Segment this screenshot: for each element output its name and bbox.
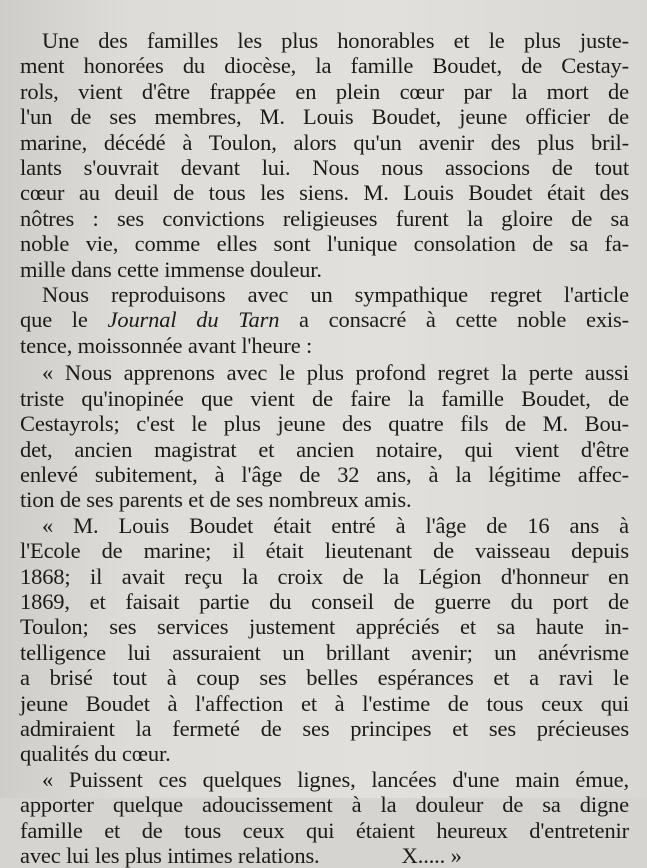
text-line: marine, décédé à Toulon, alors qu'un avenir des plus bril- [20, 129, 629, 155]
text-line: que le Journal du Tarn a consacré à cette noble exis- [20, 307, 629, 333]
text-line: nôtres : ses convictions religieuses furent la gloire de sa [20, 205, 629, 231]
text-line: noble vie, comme elles sont l'unique consolation de sa fa- [20, 231, 629, 257]
text-line: l'un de ses membres, M. Louis Boudet, jeune officier de [20, 104, 629, 130]
text-line: triste qu'inopinée que vient de faire la famille Boudet, de [20, 385, 629, 411]
newspaper-title: Journal du Tarn [107, 307, 280, 333]
text-line: mille dans cette immense douleur. [20, 256, 322, 282]
text-line: a brisé tout à coup ses belles espérances et a ravi le [20, 665, 629, 691]
text-line: Une des familles les plus honorables et le plus juste- [42, 28, 629, 53]
text-line: qualités du cœur. [20, 741, 171, 767]
text-line: « Puissent ces quelques lignes, lancées d'une main émue, [42, 766, 629, 792]
text-line: lants s'ouvrait devant lui. Nous nous associons de tout [20, 155, 629, 181]
quote-paragraph-3 [20, 767, 629, 868]
text-line: apporter quelque adoucissement à la douleur de sa digne [20, 792, 629, 818]
text-line: tence, moissonnée avant l'heure : [20, 332, 313, 358]
text-line: telligence lui assuraient un brillant avenir; un anévrisme [20, 639, 629, 665]
text-line: cœur au deuil de tous les siens. M. Louis Boudet était des [20, 180, 629, 206]
quote-paragraph-2 [20, 513, 629, 767]
paragraph-1 [20, 28, 629, 282]
text-line: famille et de tous ceux qui étaient heureux d'entretenir [20, 817, 629, 843]
text-line: admiraient la fermeté de ses principes et ses précieuses [20, 715, 629, 741]
text-line: 1868; il avait reçu la croix de la Légion d'honneur en [20, 563, 629, 589]
text-line: rols, vient d'être frappée en plein cœur par la mort de [20, 78, 629, 104]
text-line-signature: avec lui les plus intimes relations. X..... » [20, 843, 462, 868]
text-line: enlevé subitement, à l'âge de 32 ans, à la légitime affec- [20, 461, 629, 487]
text-line: ment honorées du diocèse, la famille Boudet, de Cestay- [20, 53, 629, 79]
text-line: l'Ecole de marine; il était lieutenant de vaisseau depuis [20, 538, 629, 564]
text-line: jeune Boudet à l'affection et à l'estime de tous ceux qui [20, 690, 629, 716]
quote-paragraph-1 [20, 360, 629, 512]
text-line: Toulon; ses services justement appréciés et sa haute in- [20, 614, 629, 640]
paragraph-2 [20, 282, 629, 358]
text-line: det, ancien magistrat et ancien notaire, qui vient d'être [20, 436, 629, 462]
text-line: Cestayrols; c'est le plus jeune des quatre fils de M. Bou- [20, 411, 629, 437]
text-line: Nous reproduisons avec un sympathique regret l'article [42, 282, 629, 308]
text-line: « M. Louis Boudet était entré à l'âge de 16 ans à [42, 512, 629, 538]
text-line: tion de ses parents et de ses nombreux amis. [20, 487, 412, 513]
text-line: 1869, et faisait partie du conseil de guerre du port de [20, 588, 629, 614]
text-line: « Nous apprenons avec le plus profond regret la perte aussi [42, 360, 629, 386]
